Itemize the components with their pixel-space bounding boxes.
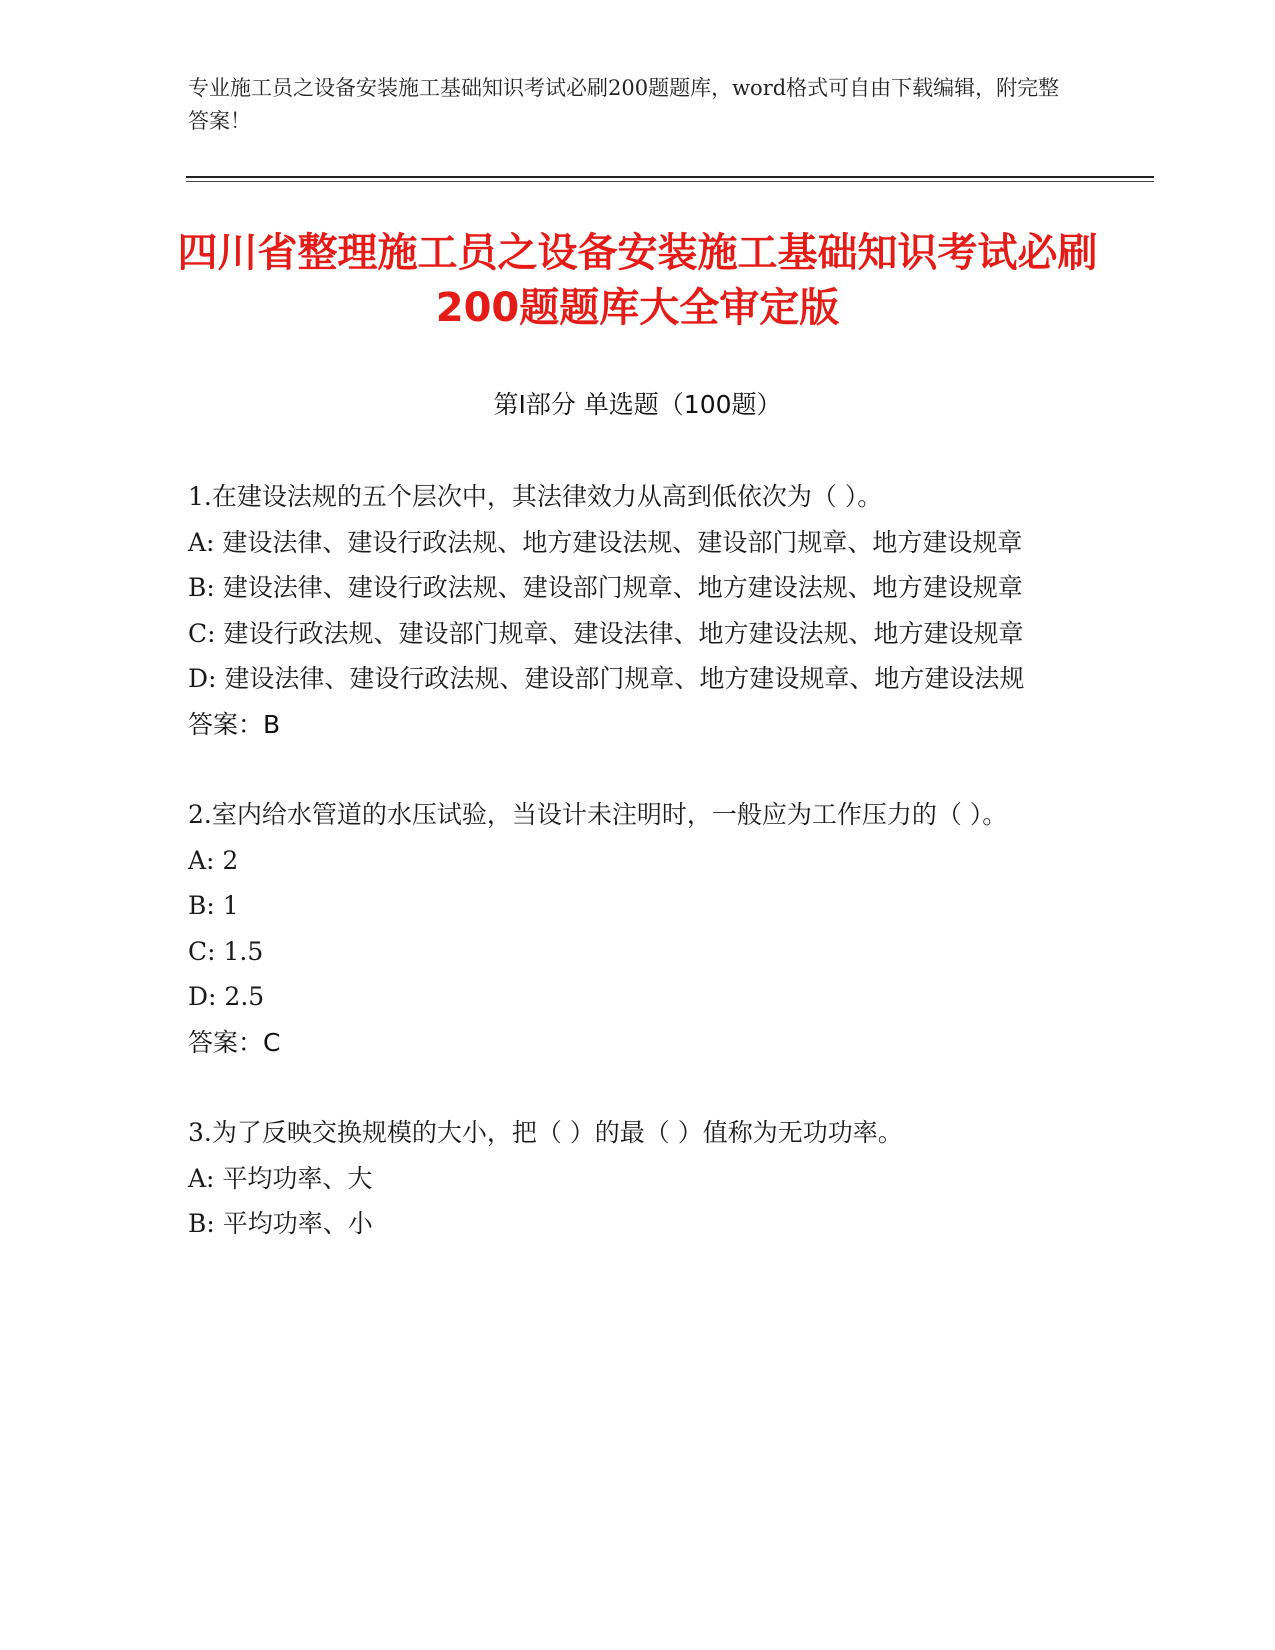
question-stem: 1.在建设法规的五个层次中，其法律效力从高到低依次为（ ）。 [188, 482, 883, 511]
question-stem: 2.室内给水管道的水压试验，当设计未注明时，一般应为工作压力的（ ）。 [188, 800, 1008, 829]
header-note: 专业施工员之设备安装施工基础知识考试必刷200题题库，word格式可自由下载编辑，附完整答案！ [188, 76, 1060, 133]
answer-option: C: 建设行政法规、建设部门规章、建设法律、地方建设法规、地方建设规章 [188, 618, 1024, 648]
header-divider-thick [186, 176, 1154, 178]
answer-option: D: 建设法律、建设行政法规、建设部门规章、地方建设规章、地方建设法规 [188, 664, 1025, 693]
answer-option: D: 2.5 [188, 982, 265, 1011]
answer-key: 答案：B [188, 709, 281, 739]
answer-key: 答案：C [188, 1027, 281, 1057]
section-title: 第Ⅰ部分 单选题（100题） [493, 390, 782, 419]
question-list [188, 474, 1088, 1247]
answer-option: A: 平均功率、大 [188, 1163, 373, 1193]
question-block [188, 1110, 1088, 1247]
answer-option: B: 1 [188, 891, 239, 920]
answer-option: B: 建设法律、建设行政法规、建设部门规章、地方建设法规、地方建设规章 [188, 573, 1023, 602]
answer-option: C: 1.5 [188, 936, 264, 966]
document-title: 四川省整理施工员之设备安装施工基础知识考试必刷200题题库大全审定版 [177, 230, 1098, 331]
question-block [188, 792, 1088, 1065]
question-stem: 3.为了反映交换规模的大小，把（ ）的最（ ）值称为无功功率。 [188, 1118, 903, 1147]
answer-option: A: 2 [188, 845, 239, 875]
answer-option: A: 建设法律、建设行政法规、地方建设法规、建设部门规章、地方建设规章 [188, 527, 1023, 557]
answer-option: B: 平均功率、小 [188, 1209, 373, 1238]
header-divider-thin [186, 181, 1154, 182]
question-block [188, 474, 1088, 747]
